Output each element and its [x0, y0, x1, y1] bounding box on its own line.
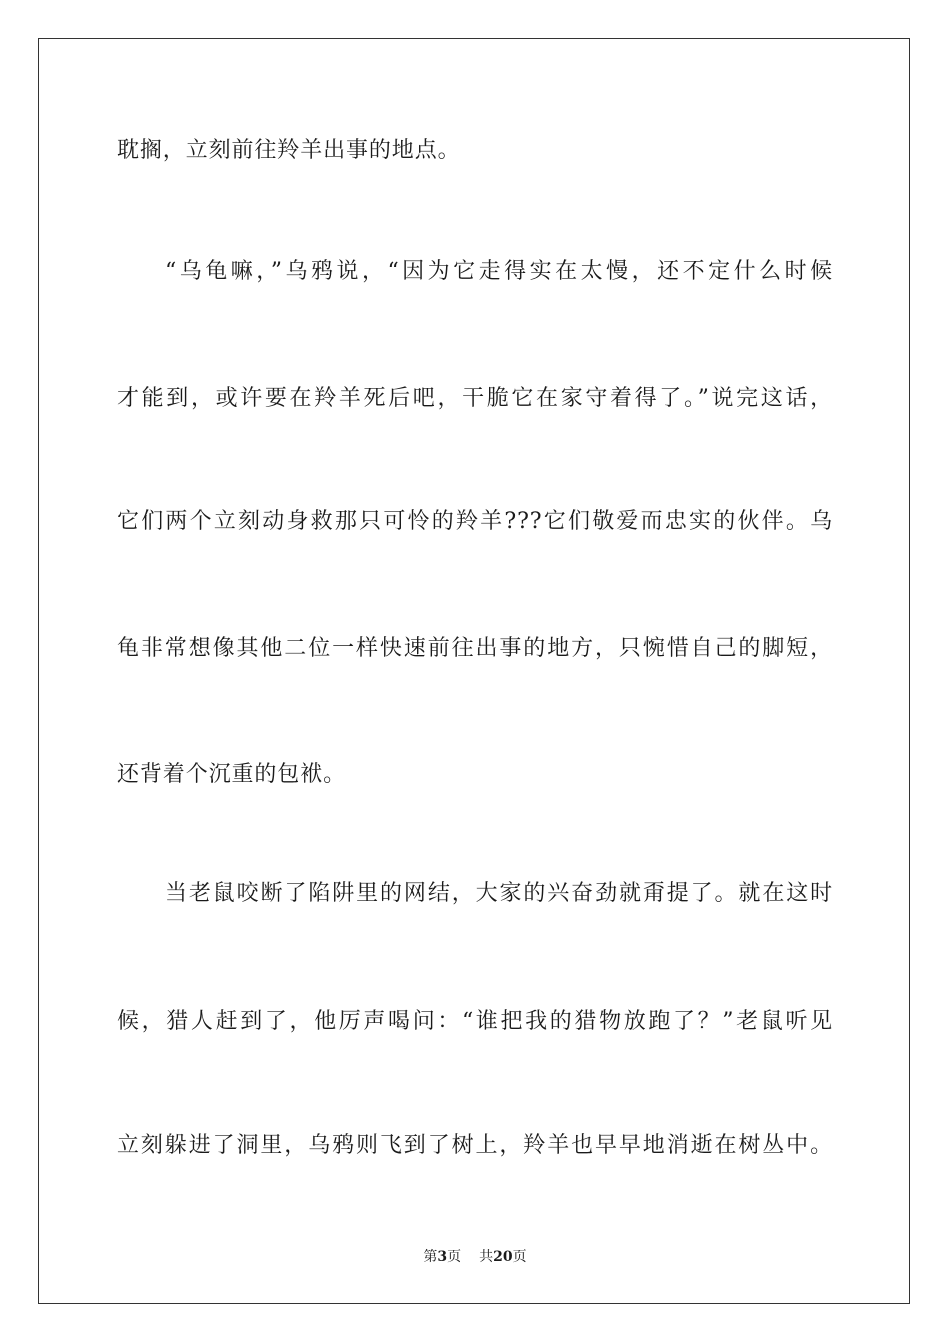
text-line-5: 龟非常想像其他二位一样快速前往出事的地方，只惋惜自己的脚短， [117, 636, 833, 661]
page-footer [0, 1248, 950, 1266]
text-line-1: 耽搁，立刻前往羚羊出事的地点。 [117, 138, 461, 163]
footer-total-suffix: 页 [512, 1249, 527, 1265]
footer-page-suffix: 页 [447, 1249, 462, 1265]
text-line-2: “乌龟嘛，”乌鸦说，“因为它走得实在太慢，还不定什么时候 [165, 259, 833, 284]
page-number: 3 [437, 1249, 448, 1265]
page-border [38, 38, 910, 1304]
text-line-6: 还背着个沉重的包袱。 [117, 762, 347, 787]
text-line-9: 立刻躲进了洞里，乌鸦则飞到了树上，羚羊也早早地消逝在树丛中。 [117, 1133, 833, 1158]
text-line-4: 它们两个立刻动身救那只可怜的羚羊???它们敬爱而忠实的伙伴。乌 [117, 509, 833, 534]
text-line-7: 当老鼠咬断了陷阱里的网结，大家的兴奋劲就甭提了。就在这时 [165, 881, 833, 906]
footer-prefix: 第 [423, 1249, 438, 1265]
text-line-8: 候，猎人赶到了，他厉声喝问：“谁把我的猎物放跑了？”老鼠听见 [117, 1009, 833, 1034]
footer-total-prefix: 共 [479, 1249, 494, 1265]
total-pages: 20 [493, 1249, 513, 1265]
text-line-3: 才能到，或许要在羚羊死后吧，干脆它在家守着得了。”说完这话， [117, 386, 833, 411]
